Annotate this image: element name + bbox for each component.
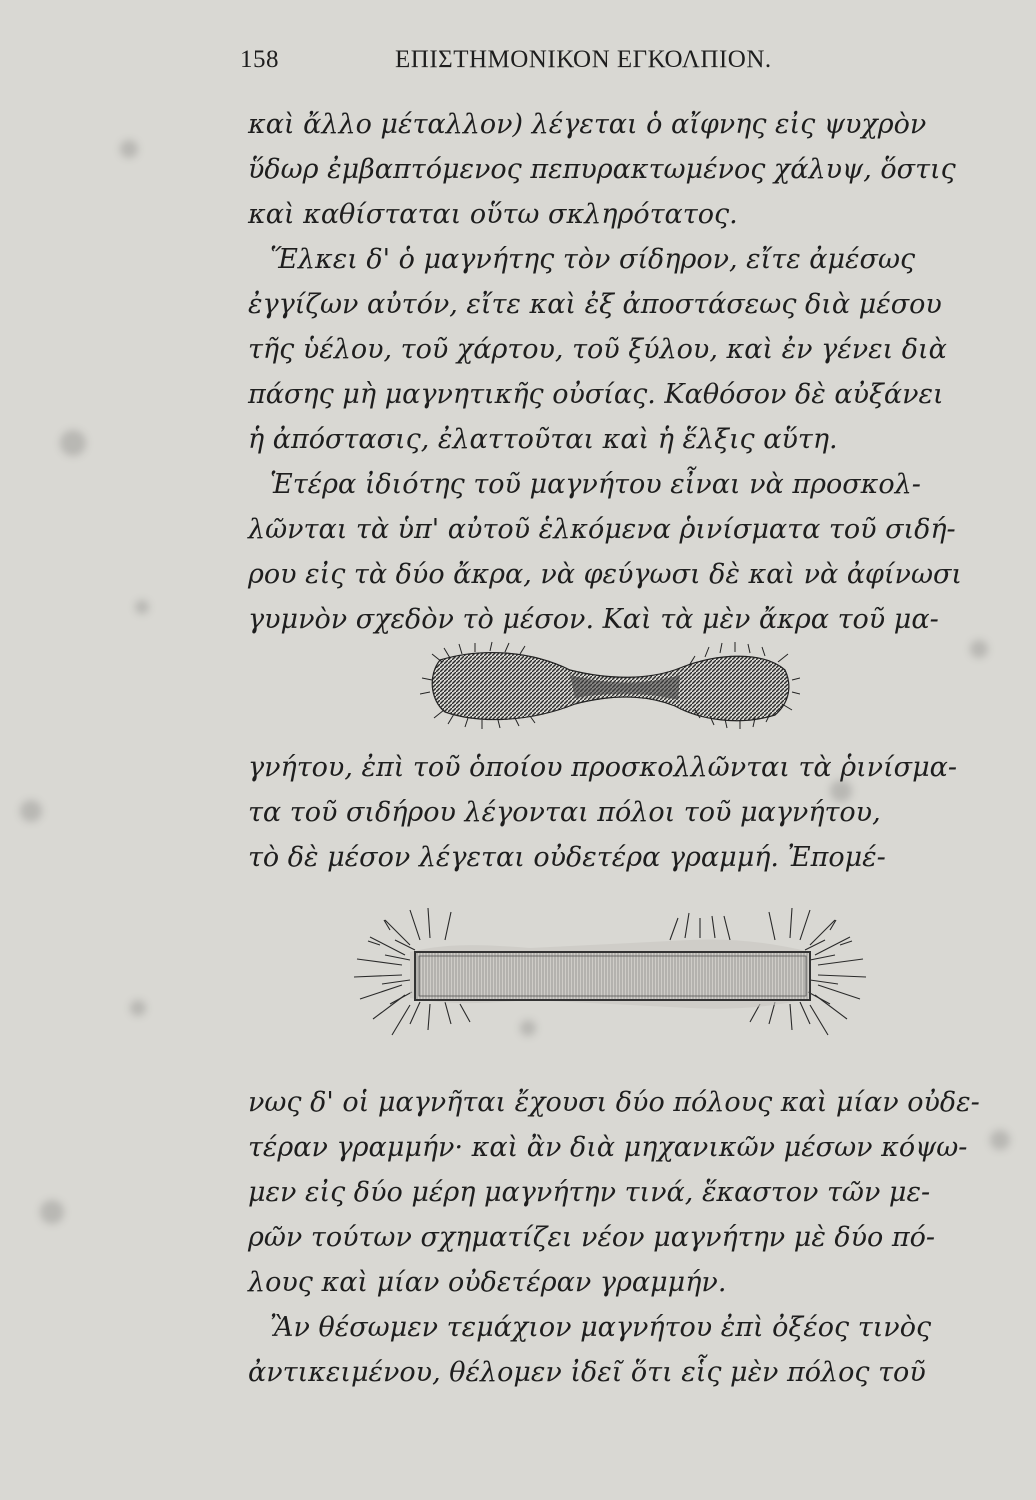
- text-block-top: [248, 102, 993, 642]
- text-line: πάσης μὴ μαγνητικῆς οὐσίας. Καθόσον δὲ αὐξάνει: [248, 379, 944, 410]
- text-line: ἀντικειμένου, θέλομεν ἰδεῖ ὅτι εἷς μὲν πόλος τοῦ: [248, 1357, 926, 1388]
- paper-speck: [120, 140, 138, 158]
- text-line: γυμνὸν σχεδὸν τὸ μέσον. Καὶ τὰ μὲν ἄκρα τοῦ μα-: [248, 604, 939, 635]
- paper-speck: [970, 640, 988, 658]
- text-line: λῶνται τὰ ὑπ' αὐτοῦ ἑλκόμενα ῥινίσματα τοῦ σιδή-: [248, 514, 956, 545]
- text-line: ἡ ἀπόστασις, ἐλαττοῦται καὶ ἡ ἕλξις αὕτη.: [248, 424, 838, 455]
- text-line: τὸ δὲ μέσον λέγεται οὐδετέρα γραμμή. Ἐπομέ-: [248, 842, 886, 873]
- text-line: λους καὶ μίαν οὐδετέραν γραμμήν.: [248, 1267, 727, 1298]
- text-block-middle: [248, 745, 993, 880]
- magnet-filings-figure-2: [350, 900, 870, 1050]
- text-line: Ἑτέρα ἰδιότης τοῦ μαγνήτου εἶναι νὰ προσκολ-: [270, 469, 921, 500]
- text-line: ὕδωρ ἐμβαπτόμενος πεπυρακτωμένος χάλυψ, ὅστις: [248, 154, 956, 185]
- paper-speck: [135, 600, 149, 614]
- text-block-bottom: [248, 1080, 993, 1395]
- text-line: τα τοῦ σιδήρου λέγονται πόλοι τοῦ μαγνήτου,: [248, 797, 881, 828]
- text-line: Ἂν θέσωμεν τεμάχιον μαγνήτου ἐπὶ ὀξέος τινὸς: [270, 1312, 932, 1343]
- text-line: ρου εἰς τὰ δύο ἄκρα, νὰ φεύγωσι δὲ καὶ νὰ ἀφίνωσι: [248, 559, 962, 590]
- running-head: ΕΠΙΣΤΗΜΟΝΙΚΟΝ ΕΓΚΟΛΠΙΟΝ.: [395, 46, 772, 73]
- text-line: τῆς ὑέλου, τοῦ χάρτου, τοῦ ξύλου, καὶ ἐν γένει διὰ: [248, 334, 947, 365]
- text-line: τέραν γραμμήν· καὶ ἂν διὰ μηχανικῶν μέσων κόψω-: [248, 1132, 968, 1163]
- text-line: ρῶν τούτων σχηματίζει νέον μαγνήτην μὲ δύο πό-: [248, 1222, 936, 1253]
- paper-speck: [20, 800, 42, 822]
- paper-speck: [60, 430, 86, 456]
- paper-speck: [130, 1000, 146, 1016]
- magnet-filings-engraving-icon: [350, 900, 870, 1050]
- page-header: [240, 38, 1000, 82]
- magnet-filings-engraving-icon: [420, 640, 800, 730]
- text-line: καὶ καθίσταται οὕτω σκληρότατος.: [248, 199, 738, 230]
- text-line: γνήτου, ἐπὶ τοῦ ὁποίου προσκολλῶνται τὰ ῥινίσμα-: [248, 752, 957, 783]
- text-line: νως δ' οἱ μαγνῆται ἔχουσι δύο πόλους καὶ μίαν οὐδε-: [248, 1087, 980, 1118]
- paper-speck: [990, 1130, 1010, 1150]
- text-line: καὶ ἄλλο μέταλλον) λέγεται ὁ αἴφνης εἰς ψυχρὸν: [248, 109, 927, 140]
- text-line: ἐγγίζων αὐτόν, εἴτε καὶ ἐξ ἀποστάσεως διὰ μέσου: [248, 289, 942, 320]
- paper-speck: [40, 1200, 64, 1224]
- text-line: μεν εἰς δύο μέρη μαγνήτην τινά, ἕκαστον τῶν με-: [248, 1177, 931, 1208]
- page-number: 158: [240, 46, 279, 73]
- text-line: Ἕλκει δ' ὁ μαγνήτης τὸν σίδηρον, εἴτε ἀμέσως: [270, 244, 916, 275]
- magnet-filings-figure-1: [420, 640, 800, 730]
